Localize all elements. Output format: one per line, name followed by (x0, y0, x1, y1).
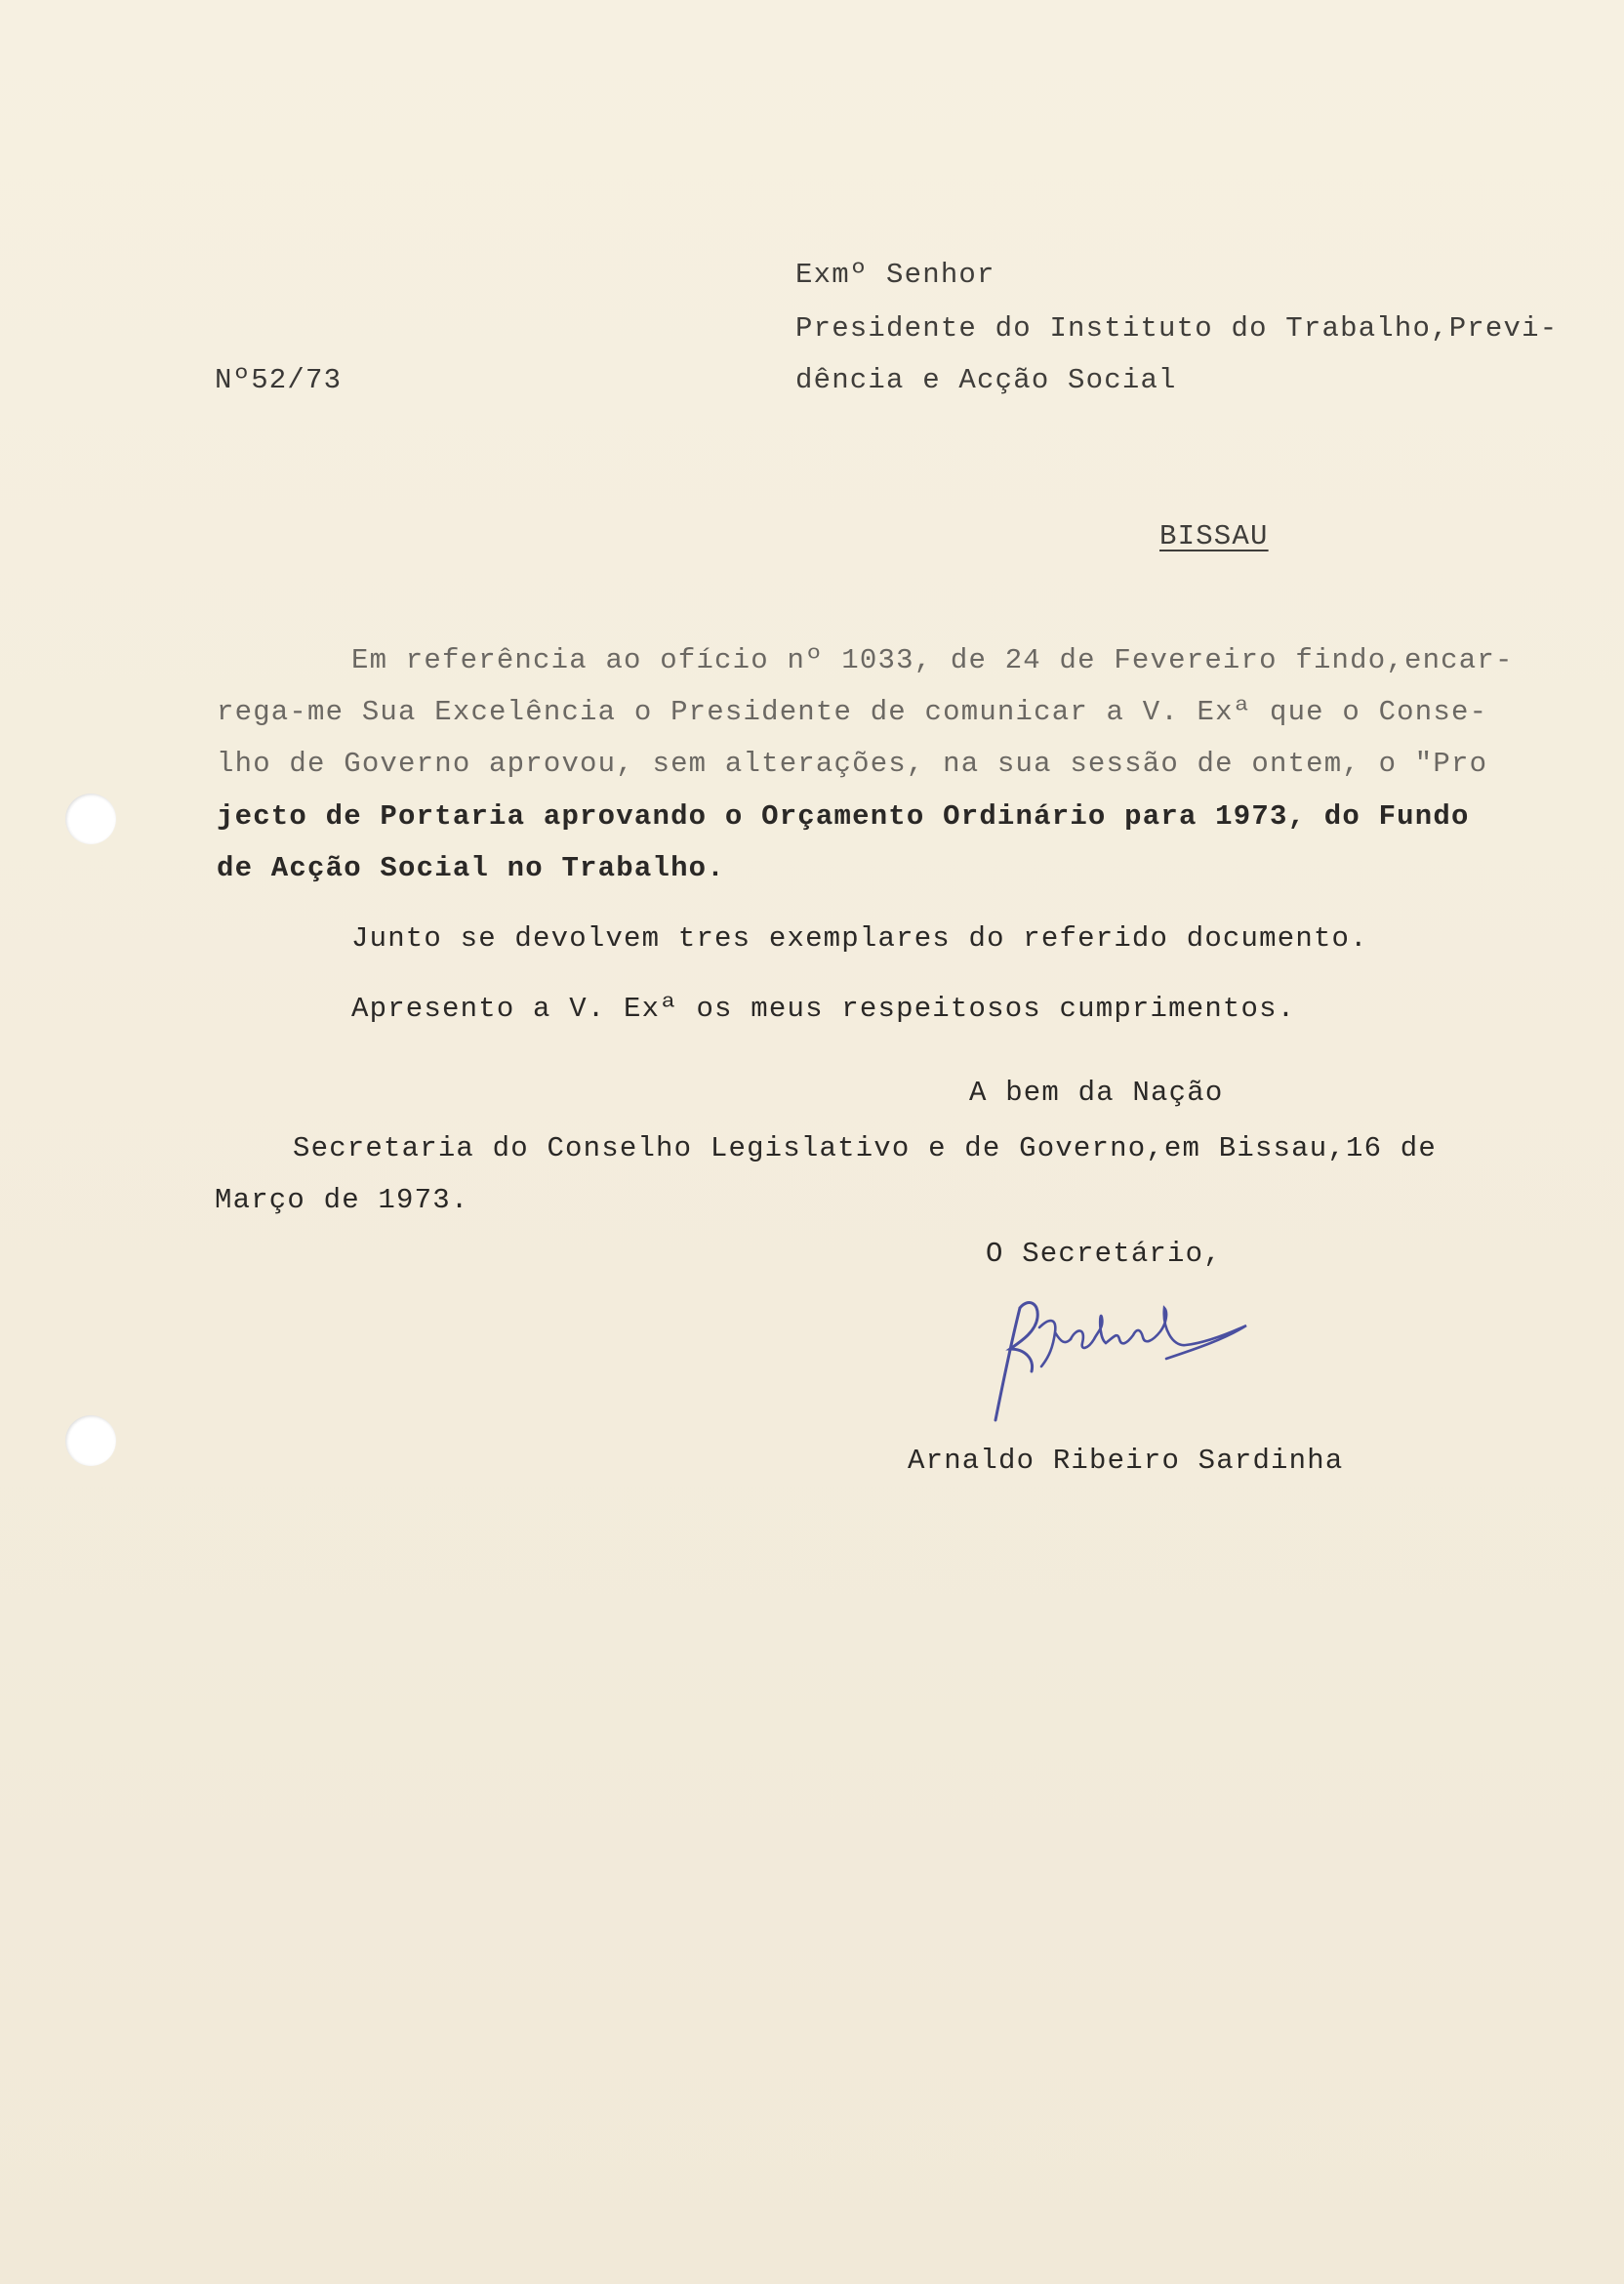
addressee-line-2: dência e Acção Social (795, 364, 1177, 396)
body-p3: Apresento a V. Exª os meus respeitosos cumprimentos. (351, 993, 1296, 1025)
closing-motto: A bem da Nação (969, 1077, 1224, 1109)
body-p1-line-2: rega-me Sua Excelência o Presidente de comunicar a V. Exª que o Conse- (217, 696, 1488, 728)
body-p1-line-1: Em referência ao ofício nº 1033, de 24 de Fevereiro findo,encar- (351, 644, 1514, 676)
body-p1-line-4: jecto de Portaria aprovando o Orçamento Ordinário para 1973, do Fundo (217, 800, 1470, 833)
place-date-line-2: Março de 1973. (215, 1184, 469, 1216)
handwritten-signature (981, 1288, 1274, 1435)
body-p1-line-5: de Acção Social no Trabalho. (217, 852, 725, 884)
place-date-line-1: Secretaria do Conselho Legislativo e de Governo,em Bissau,16 de (293, 1132, 1437, 1164)
body-p2: Junto se devolvem tres exemplares do referido documento. (351, 922, 1368, 955)
addressee-city: BISSAU (1159, 520, 1269, 552)
salutation: Exmº Senhor (795, 259, 995, 291)
addressee-line-1: Presidente do Instituto do Trabalho,Previ- (795, 312, 1559, 345)
reference-number: Nº52/73 (215, 364, 343, 396)
punch-hole-upper (65, 794, 116, 844)
signatory-role: O Secretário, (986, 1238, 1222, 1270)
punch-hole-lower (65, 1415, 116, 1466)
signatory-name: Arnaldo Ribeiro Sardinha (908, 1445, 1344, 1477)
body-p1-line-3: lho de Governo aprovou, sem alterações, na sua sessão de ontem, o "Pro (217, 748, 1488, 780)
